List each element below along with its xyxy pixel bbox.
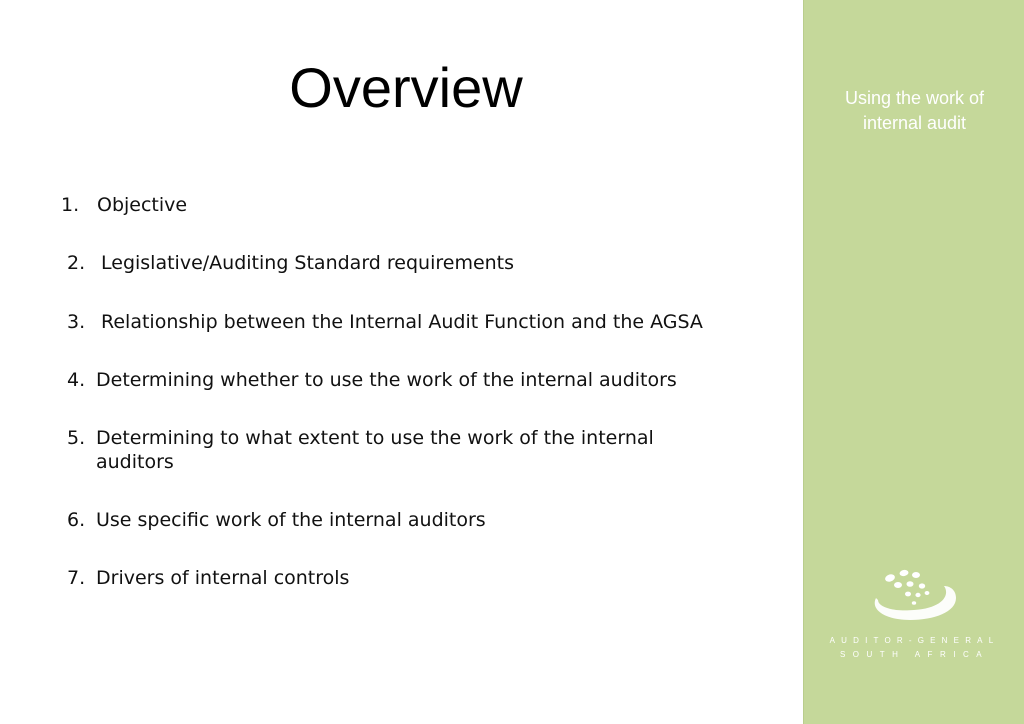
agenda-item-text: Use specific work of the internal auditors (96, 509, 486, 531)
sidebar (803, 0, 1024, 724)
agenda-item-number: 1. (61, 194, 80, 216)
agenda-item-text: Determining whether to use the work of the internal auditors (96, 369, 677, 391)
agenda-item-text: Determining to what extent to use the work of the internal auditors (96, 427, 654, 473)
agenda-item-text: Legislative/Auditing Standard requirements (101, 252, 515, 274)
sidebar-caption-line1: Using the work of (844, 88, 985, 108)
agenda-item-text: Relationship between the Internal Audit Function and the AGSA (101, 311, 703, 333)
agenda-item-text: Drivers of internal controls (96, 567, 350, 589)
agenda-item-number: 3. (67, 311, 86, 333)
agenda-item-number: 6. (67, 509, 86, 531)
agenda-item-number: 5. (67, 427, 86, 449)
agenda-item-number: 7. (67, 567, 86, 589)
sidebar-caption-line2: internal audit (862, 113, 967, 133)
auditor-general-logo-icon (864, 562, 964, 632)
sidebar-caption (804, 86, 1024, 136)
agenda-item-number: 4. (67, 369, 86, 391)
logo-text-auditor-general: AUDITOR-GENERAL (829, 636, 1000, 645)
logo-text-south-africa: SOUTH AFRICA (839, 650, 990, 659)
agenda-item-number: 2. (67, 252, 86, 274)
agenda-item-text: Objective (97, 194, 188, 216)
slide-title: Overview (289, 56, 523, 119)
